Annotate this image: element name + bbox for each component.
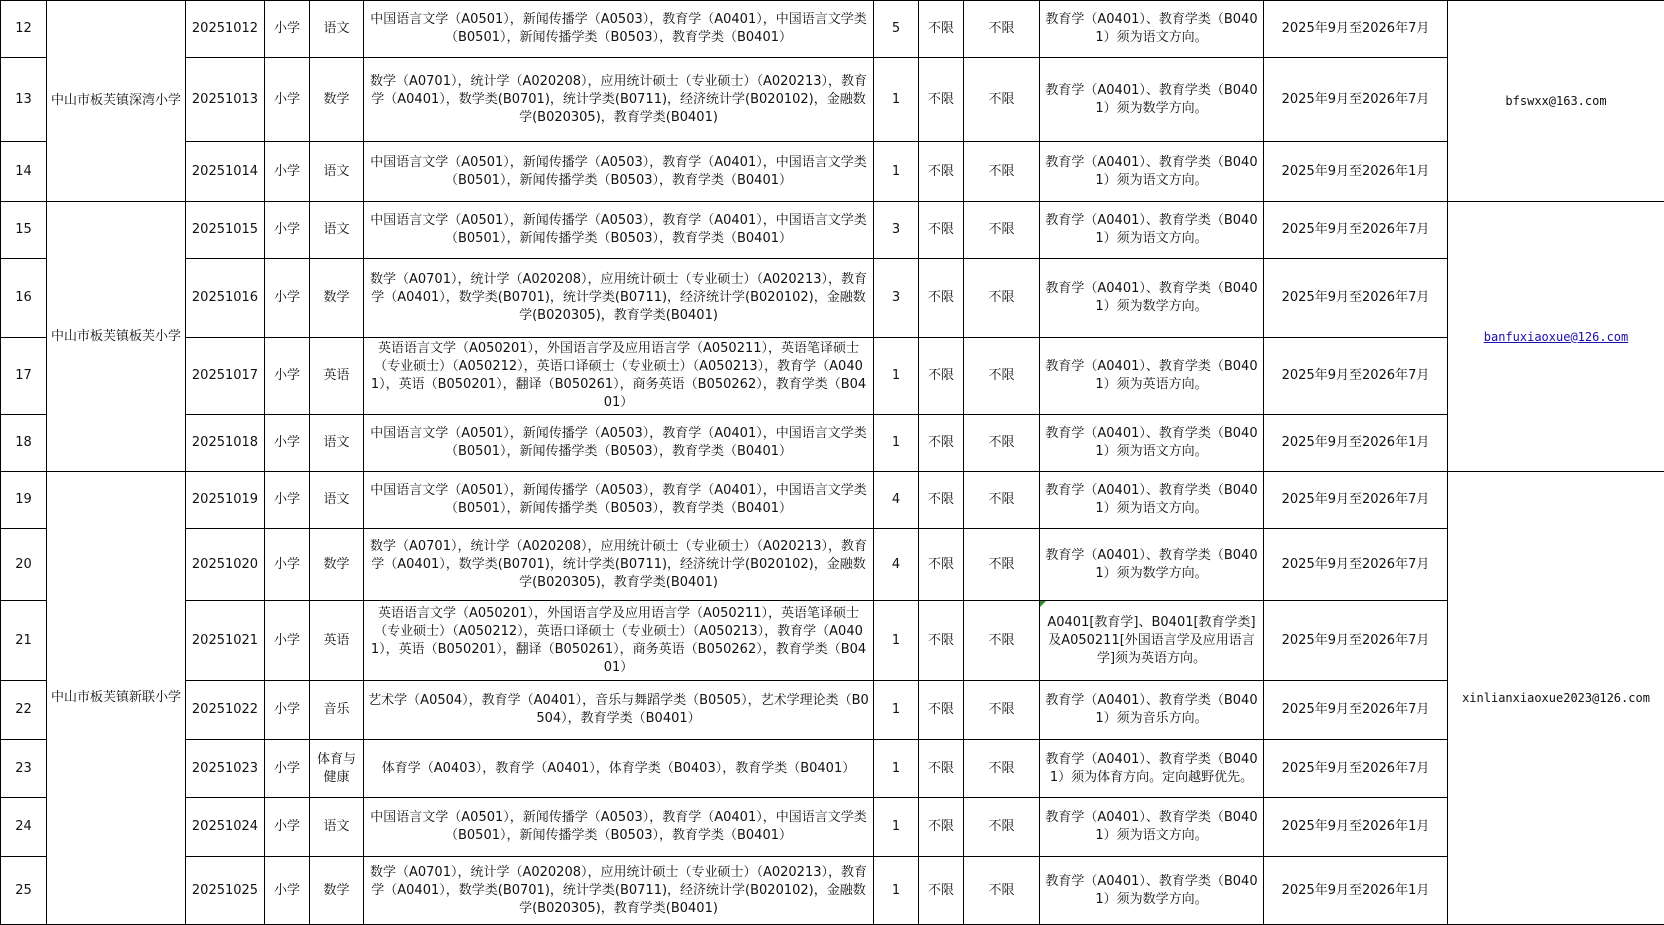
school-name-cell: 中山市板芙镇板芙小学 xyxy=(47,202,186,472)
position-code-cell: 20251014 xyxy=(186,142,265,202)
requirement-unlimited-cell: 不限 xyxy=(964,259,1040,338)
requirement-unlimited-cell: 不限 xyxy=(919,740,964,798)
employment-period-cell: 2025年9月至2026年1月 xyxy=(1264,142,1448,202)
headcount-cell: 1 xyxy=(874,58,919,142)
subject-cell: 体育与健康 xyxy=(310,740,364,798)
row-number-cell: 19 xyxy=(1,472,47,529)
employment-period-cell: 2025年9月至2026年7月 xyxy=(1264,338,1448,415)
school-level-cell: 小学 xyxy=(265,472,310,529)
table-row xyxy=(1,472,1664,529)
headcount-cell: 3 xyxy=(874,259,919,338)
row-number-cell: 16 xyxy=(1,259,47,338)
headcount-cell: 1 xyxy=(874,740,919,798)
requirement-unlimited-cell: 不限 xyxy=(964,857,1040,925)
major-requirement-cell: 数学（A0701），统计学（A020208），应用统计硕士（专业硕士）（A020213），教育学（A0401），数学类(B0701)，统计学类(B0711)，经济统计学(B020102)，金融数学(B020305)，教育学类(B0401) xyxy=(364,58,874,142)
headcount-cell: 1 xyxy=(874,142,919,202)
position-code-cell: 20251013 xyxy=(186,58,265,142)
major-requirement-cell: 中国语言文学（A0501），新闻传播学（A0503），教育学（A0401），中国语言文学类（B0501），新闻传播学类（B0503），教育学类（B0401） xyxy=(364,1,874,58)
contact-email-cell: xinlianxiaoxue2023@126.com xyxy=(1448,472,1664,925)
headcount-cell: 1 xyxy=(874,415,919,472)
remarks-cell: 教育学（A0401）、教育学类（B0401）须为音乐方向。 xyxy=(1040,681,1264,740)
employment-period-cell: 2025年9月至2026年7月 xyxy=(1264,202,1448,259)
employment-period-cell: 2025年9月至2026年1月 xyxy=(1264,415,1448,472)
row-number-cell: 22 xyxy=(1,681,47,740)
employment-period-cell: 2025年9月至2026年7月 xyxy=(1264,259,1448,338)
major-requirement-cell: 英语语言文学（A050201），外国语言学及应用语言学（A050211），英语笔译硕士（专业硕士）（A050212），英语口译硕士（专业硕士）（A050213），教育学（A0401），英语（B050201），翻译（B050261），商务英语（B050262），教育学类（B0401） xyxy=(364,601,874,681)
subject-cell: 语文 xyxy=(310,415,364,472)
headcount-cell: 1 xyxy=(874,338,919,415)
school-level-cell: 小学 xyxy=(265,259,310,338)
school-level-cell: 小学 xyxy=(265,415,310,472)
position-code-cell: 20251015 xyxy=(186,202,265,259)
row-number-cell: 20 xyxy=(1,529,47,601)
remarks-cell: 教育学（A0401）、教育学类（B0401）须为数学方向。 xyxy=(1040,58,1264,142)
requirement-unlimited-cell: 不限 xyxy=(919,681,964,740)
headcount-cell: 4 xyxy=(874,472,919,529)
employment-period-cell: 2025年9月至2026年7月 xyxy=(1264,472,1448,529)
requirement-unlimited-cell: 不限 xyxy=(964,740,1040,798)
row-number-cell: 24 xyxy=(1,798,47,857)
major-requirement-cell: 英语语言文学（A050201），外国语言学及应用语言学（A050211），英语笔译硕士（专业硕士）（A050212），英语口译硕士（专业硕士）（A050213），教育学（A0401），英语（B050201），翻译（B050261），商务英语（B050262），教育学类（B0401） xyxy=(364,338,874,415)
requirement-unlimited-cell: 不限 xyxy=(964,1,1040,58)
requirement-unlimited-cell: 不限 xyxy=(964,415,1040,472)
position-code-cell: 20251022 xyxy=(186,681,265,740)
school-level-cell: 小学 xyxy=(265,338,310,415)
major-requirement-cell: 数学（A0701），统计学（A020208），应用统计硕士（专业硕士）（A020213），教育学（A0401），数学类(B0701)，统计学类(B0711)，经济统计学(B020102)，金融数学(B020305)，教育学类(B0401) xyxy=(364,857,874,925)
school-name-cell: 中山市板芙镇新联小学 xyxy=(47,472,186,925)
position-code-cell: 20251021 xyxy=(186,601,265,681)
requirement-unlimited-cell: 不限 xyxy=(964,338,1040,415)
table-row xyxy=(1,681,1664,740)
subject-cell: 语文 xyxy=(310,202,364,259)
employment-period-cell: 2025年9月至2026年7月 xyxy=(1264,681,1448,740)
requirement-unlimited-cell: 不限 xyxy=(919,58,964,142)
major-requirement-cell: 数学（A0701），统计学（A020208），应用统计硕士（专业硕士）（A020213），教育学（A0401），数学类(B0701)，统计学类(B0711)，经济统计学(B020102)，金融数学(B020305)，教育学类(B0401) xyxy=(364,529,874,601)
major-requirement-cell: 中国语言文学（A0501），新闻传播学（A0503），教育学（A0401），中国语言文学类（B0501），新闻传播学类（B0503），教育学类（B0401） xyxy=(364,472,874,529)
subject-cell: 语文 xyxy=(310,798,364,857)
contact-email-cell xyxy=(1448,202,1664,472)
headcount-cell: 1 xyxy=(874,601,919,681)
position-code-cell: 20251025 xyxy=(186,857,265,925)
subject-cell: 数学 xyxy=(310,259,364,338)
requirement-unlimited-cell: 不限 xyxy=(919,857,964,925)
position-code-cell: 20251020 xyxy=(186,529,265,601)
table-row xyxy=(1,857,1664,925)
subject-cell: 音乐 xyxy=(310,681,364,740)
remarks-cell: 教育学（A0401）、教育学类（B0401）须为语文方向。 xyxy=(1040,202,1264,259)
requirement-unlimited-cell: 不限 xyxy=(964,202,1040,259)
table-row xyxy=(1,740,1664,798)
school-level-cell: 小学 xyxy=(265,529,310,601)
requirement-unlimited-cell: 不限 xyxy=(919,142,964,202)
remarks-cell: 教育学（A0401）、教育学类（B0401）须为英语方向。 xyxy=(1040,338,1264,415)
remarks-cell: 教育学（A0401）、教育学类（B0401）须为数学方向。 xyxy=(1040,857,1264,925)
employment-period-cell: 2025年9月至2026年7月 xyxy=(1264,58,1448,142)
requirement-unlimited-cell: 不限 xyxy=(919,1,964,58)
table-row xyxy=(1,338,1664,415)
position-code-cell: 20251012 xyxy=(186,1,265,58)
contact-email-link[interactable]: banfuxiaoxue@126.com xyxy=(1484,330,1629,344)
major-requirement-cell: 中国语言文学（A0501），新闻传播学（A0503），教育学（A0401），中国语言文学类（B0501），新闻传播学类（B0503），教育学类（B0401） xyxy=(364,202,874,259)
employment-period-cell: 2025年9月至2026年7月 xyxy=(1264,1,1448,58)
employment-period-cell: 2025年9月至2026年7月 xyxy=(1264,601,1448,681)
table-row xyxy=(1,202,1664,259)
requirement-unlimited-cell: 不限 xyxy=(964,142,1040,202)
employment-period-cell: 2025年9月至2026年1月 xyxy=(1264,857,1448,925)
remarks-cell: A0401[教育学]、B0401[教育学类]及A050211[外国语言学及应用语言学]须为英语方向。 xyxy=(1040,601,1264,681)
subject-cell: 英语 xyxy=(310,601,364,681)
subject-cell: 英语 xyxy=(310,338,364,415)
requirement-unlimited-cell: 不限 xyxy=(964,601,1040,681)
table-body xyxy=(1,1,1664,925)
requirement-unlimited-cell: 不限 xyxy=(919,259,964,338)
remarks-cell: 教育学（A0401）、教育学类（B0401）须为语文方向。 xyxy=(1040,472,1264,529)
position-code-cell: 20251023 xyxy=(186,740,265,798)
row-number-cell: 14 xyxy=(1,142,47,202)
table-row xyxy=(1,1,1664,58)
school-name-cell: 中山市板芙镇深湾小学 xyxy=(47,1,186,202)
table-row xyxy=(1,415,1664,472)
school-level-cell: 小学 xyxy=(265,58,310,142)
row-number-cell: 23 xyxy=(1,740,47,798)
requirement-unlimited-cell: 不限 xyxy=(964,529,1040,601)
requirement-unlimited-cell: 不限 xyxy=(919,798,964,857)
subject-cell: 数学 xyxy=(310,58,364,142)
major-requirement-cell: 数学（A0701），统计学（A020208），应用统计硕士（专业硕士）（A020213），教育学（A0401），数学类(B0701)，统计学类(B0711)，经济统计学(B020102)，金融数学(B020305)，教育学类(B0401) xyxy=(364,259,874,338)
headcount-cell: 1 xyxy=(874,798,919,857)
requirement-unlimited-cell: 不限 xyxy=(964,681,1040,740)
school-level-cell: 小学 xyxy=(265,857,310,925)
school-level-cell: 小学 xyxy=(265,798,310,857)
row-number-cell: 21 xyxy=(1,601,47,681)
row-number-cell: 25 xyxy=(1,857,47,925)
subject-cell: 语文 xyxy=(310,142,364,202)
major-requirement-cell: 中国语言文学（A0501），新闻传播学（A0503），教育学（A0401），中国语言文学类（B0501），新闻传播学类（B0503），教育学类（B0401） xyxy=(364,142,874,202)
row-number-cell: 17 xyxy=(1,338,47,415)
row-number-cell: 12 xyxy=(1,1,47,58)
remarks-cell: 教育学（A0401）、教育学类（B0401）须为语文方向。 xyxy=(1040,142,1264,202)
table-row xyxy=(1,798,1664,857)
table-row xyxy=(1,58,1664,142)
requirement-unlimited-cell: 不限 xyxy=(964,58,1040,142)
school-level-cell: 小学 xyxy=(265,1,310,58)
row-number-cell: 13 xyxy=(1,58,47,142)
table-row xyxy=(1,259,1664,338)
subject-cell: 数学 xyxy=(310,857,364,925)
requirement-unlimited-cell: 不限 xyxy=(919,472,964,529)
remarks-cell: 教育学（A0401）、教育学类（B0401）须为体育方向。定向越野优先。 xyxy=(1040,740,1264,798)
requirement-unlimited-cell: 不限 xyxy=(919,601,964,681)
requirement-unlimited-cell: 不限 xyxy=(919,338,964,415)
position-code-cell: 20251016 xyxy=(186,259,265,338)
row-number-cell: 15 xyxy=(1,202,47,259)
headcount-cell: 5 xyxy=(874,1,919,58)
position-code-cell: 20251019 xyxy=(186,472,265,529)
major-requirement-cell: 体育学（A0403），教育学（A0401），体育学类（B0403），教育学类（B0401） xyxy=(364,740,874,798)
headcount-cell: 1 xyxy=(874,681,919,740)
major-requirement-cell: 中国语言文学（A0501），新闻传播学（A0503），教育学（A0401），中国语言文学类（B0501），新闻传播学类（B0503），教育学类（B0401） xyxy=(364,798,874,857)
requirement-unlimited-cell: 不限 xyxy=(964,798,1040,857)
school-level-cell: 小学 xyxy=(265,142,310,202)
major-requirement-cell: 中国语言文学（A0501），新闻传播学（A0503），教育学（A0401），中国语言文学类（B0501），新闻传播学类（B0503），教育学类（B0401） xyxy=(364,415,874,472)
requirement-unlimited-cell: 不限 xyxy=(919,202,964,259)
requirement-unlimited-cell: 不限 xyxy=(919,529,964,601)
contact-email-cell: bfswxx@163.com xyxy=(1448,1,1664,202)
table-row xyxy=(1,529,1664,601)
remarks-cell: 教育学（A0401）、教育学类（B0401）须为语文方向。 xyxy=(1040,415,1264,472)
position-code-cell: 20251024 xyxy=(186,798,265,857)
employment-period-cell: 2025年9月至2026年7月 xyxy=(1264,529,1448,601)
major-requirement-cell: 艺术学（A0504），教育学（A0401），音乐与舞蹈学类（B0505），艺术学理论类（B0504），教育学类（B0401） xyxy=(364,681,874,740)
subject-cell: 语文 xyxy=(310,1,364,58)
employment-period-cell: 2025年9月至2026年1月 xyxy=(1264,798,1448,857)
remarks-cell: 教育学（A0401）、教育学类（B0401）须为数学方向。 xyxy=(1040,529,1264,601)
employment-period-cell: 2025年9月至2026年7月 xyxy=(1264,740,1448,798)
table-row xyxy=(1,142,1664,202)
school-level-cell: 小学 xyxy=(265,681,310,740)
table-row xyxy=(1,601,1664,681)
position-code-cell: 20251018 xyxy=(186,415,265,472)
remarks-cell: 教育学（A0401）、教育学类（B0401）须为语文方向。 xyxy=(1040,798,1264,857)
remarks-cell: 教育学（A0401）、教育学类（B0401）须为语文方向。 xyxy=(1040,1,1264,58)
headcount-cell: 1 xyxy=(874,857,919,925)
subject-cell: 语文 xyxy=(310,472,364,529)
school-level-cell: 小学 xyxy=(265,202,310,259)
requirement-unlimited-cell: 不限 xyxy=(964,472,1040,529)
position-code-cell: 20251017 xyxy=(186,338,265,415)
school-level-cell: 小学 xyxy=(265,740,310,798)
headcount-cell: 4 xyxy=(874,529,919,601)
row-number-cell: 18 xyxy=(1,415,47,472)
subject-cell: 数学 xyxy=(310,529,364,601)
remarks-cell: 教育学（A0401）、教育学类（B0401）须为数学方向。 xyxy=(1040,259,1264,338)
headcount-cell: 3 xyxy=(874,202,919,259)
requirement-unlimited-cell: 不限 xyxy=(919,415,964,472)
school-level-cell: 小学 xyxy=(265,601,310,681)
